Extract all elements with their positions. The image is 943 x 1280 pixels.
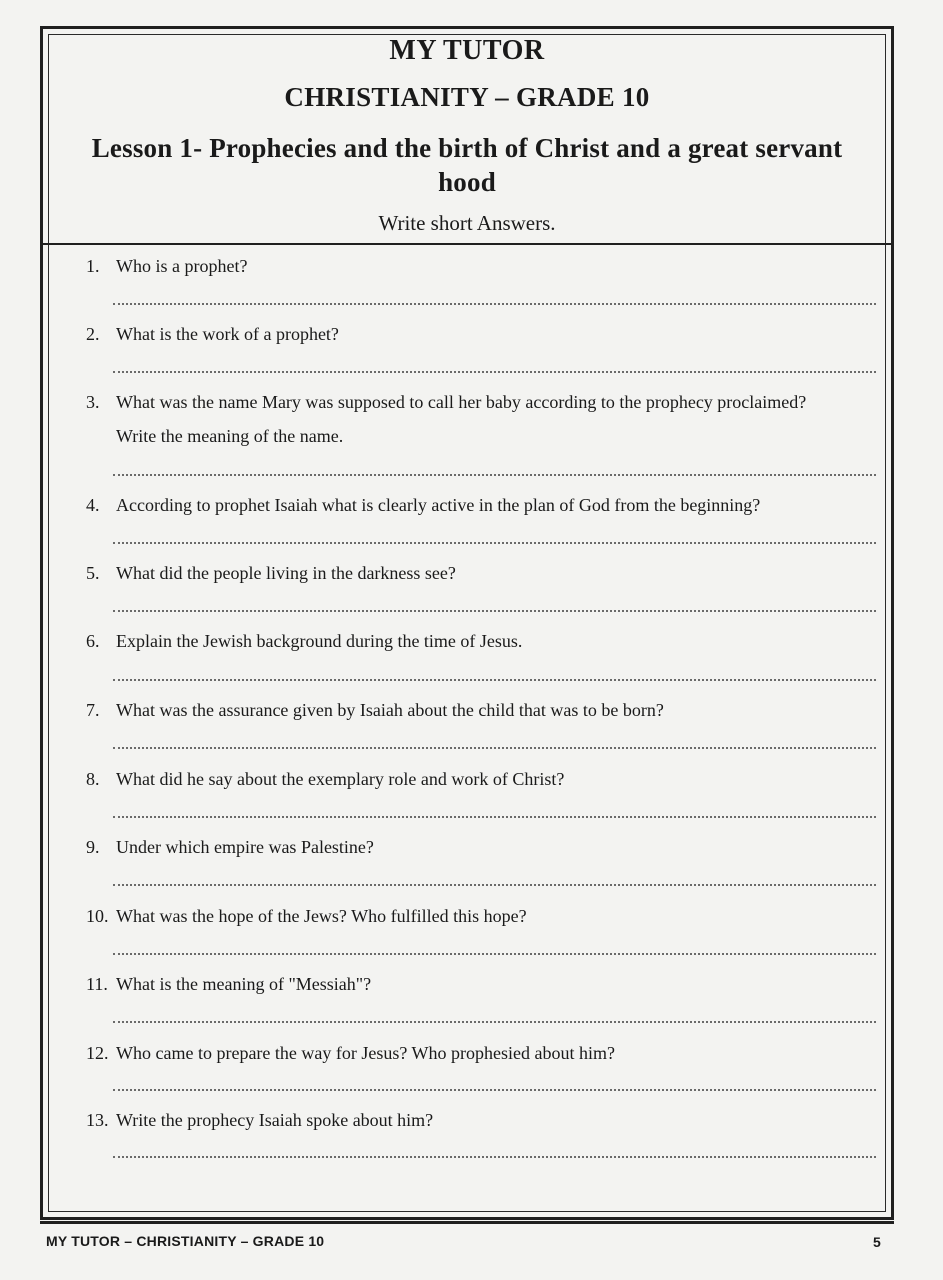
- question-text: What was the name Mary was supposed to call her baby according to the prophecy proclaimed?: [116, 392, 807, 412]
- answer-line-7[interactable]: [113, 747, 876, 749]
- question-text: What was the assurance given by Isaiah about the child that was to be born?: [116, 700, 664, 720]
- instruction-text: Write short Answers.: [378, 211, 556, 235]
- question-3: [86, 385, 881, 453]
- answer-line-3[interactable]: [113, 474, 876, 476]
- question-text: Explain the Jewish background during the time of Jesus.: [116, 631, 523, 651]
- lesson-title-line-1: Lesson 1- Prophecies and the birth of Christ and a great servant: [91, 133, 843, 163]
- question-number: 9.: [86, 837, 100, 857]
- lesson-title: [43, 131, 891, 199]
- footer-title: MY TUTOR – CHRISTIANITY – GRADE 10: [46, 1233, 325, 1249]
- question-text: Who is a prophet?: [116, 256, 248, 276]
- answer-line-11[interactable]: [113, 1021, 876, 1023]
- subject-title: CHRISTIANITY – GRADE 10: [284, 82, 650, 112]
- question-number: 2.: [86, 324, 100, 344]
- question-11: [86, 967, 881, 1001]
- question-number: 8.: [86, 769, 100, 789]
- answer-line-12[interactable]: [113, 1089, 876, 1091]
- answer-line-9[interactable]: [113, 884, 876, 886]
- answer-line-5[interactable]: [113, 610, 876, 612]
- question-text: According to prophet Isaiah what is clearly active in the plan of God from the beginning?: [116, 495, 761, 515]
- answer-line-8[interactable]: [113, 816, 876, 818]
- question-number: 6.: [86, 631, 100, 651]
- question-text: What did the people living in the darkness see?: [116, 563, 456, 583]
- question-6: [86, 624, 881, 658]
- question-number: 4.: [86, 495, 100, 515]
- question-text: What is the work of a prophet?: [116, 324, 339, 344]
- question-number: 3.: [86, 392, 100, 412]
- question-text: What was the hope of the Jews? Who fulfilled this hope?: [116, 906, 527, 926]
- lesson-title-line-2: hood: [438, 167, 496, 197]
- answer-line-6[interactable]: [113, 679, 876, 681]
- question-number: 5.: [86, 563, 100, 583]
- worksheet-header: [43, 29, 891, 245]
- question-number: 11.: [86, 974, 108, 994]
- question-4: [86, 488, 881, 522]
- question-number: 1.: [86, 256, 100, 276]
- brand-title: MY TUTOR: [389, 35, 545, 66]
- footer-rule: [40, 1221, 894, 1224]
- question-8: [86, 762, 881, 796]
- question-12: [86, 1036, 881, 1070]
- question-text: Who came to prepare the way for Jesus? Who prophesied about him?: [116, 1043, 615, 1063]
- question-10: [86, 899, 881, 933]
- question-number: 12.: [86, 1043, 109, 1063]
- answer-line-4[interactable]: [113, 542, 876, 544]
- question-1: [86, 249, 881, 283]
- answer-line-2[interactable]: [113, 371, 876, 373]
- answer-line-10[interactable]: [113, 953, 876, 955]
- question-text: Under which empire was Palestine?: [116, 837, 374, 857]
- question-7: [86, 693, 881, 727]
- page-number: 5: [873, 1234, 881, 1250]
- question-5: [86, 556, 881, 590]
- question-text: What did he say about the exemplary role and work of Christ?: [116, 769, 565, 789]
- question-text: What is the meaning of "Messiah"?: [116, 974, 372, 994]
- question-number: 10.: [86, 906, 109, 926]
- answer-line-1[interactable]: [113, 303, 876, 305]
- question-text: Write the prophecy Isaiah spoke about him?: [116, 1110, 434, 1130]
- question-9: [86, 830, 881, 864]
- worksheet-frame: [40, 26, 894, 1220]
- question-2: [86, 317, 881, 351]
- question-number: 13.: [86, 1110, 109, 1130]
- question-text-continued: Write the meaning of the name.: [116, 426, 344, 446]
- answer-line-13[interactable]: [113, 1156, 876, 1158]
- question-13: [86, 1103, 881, 1137]
- question-number: 7.: [86, 700, 100, 720]
